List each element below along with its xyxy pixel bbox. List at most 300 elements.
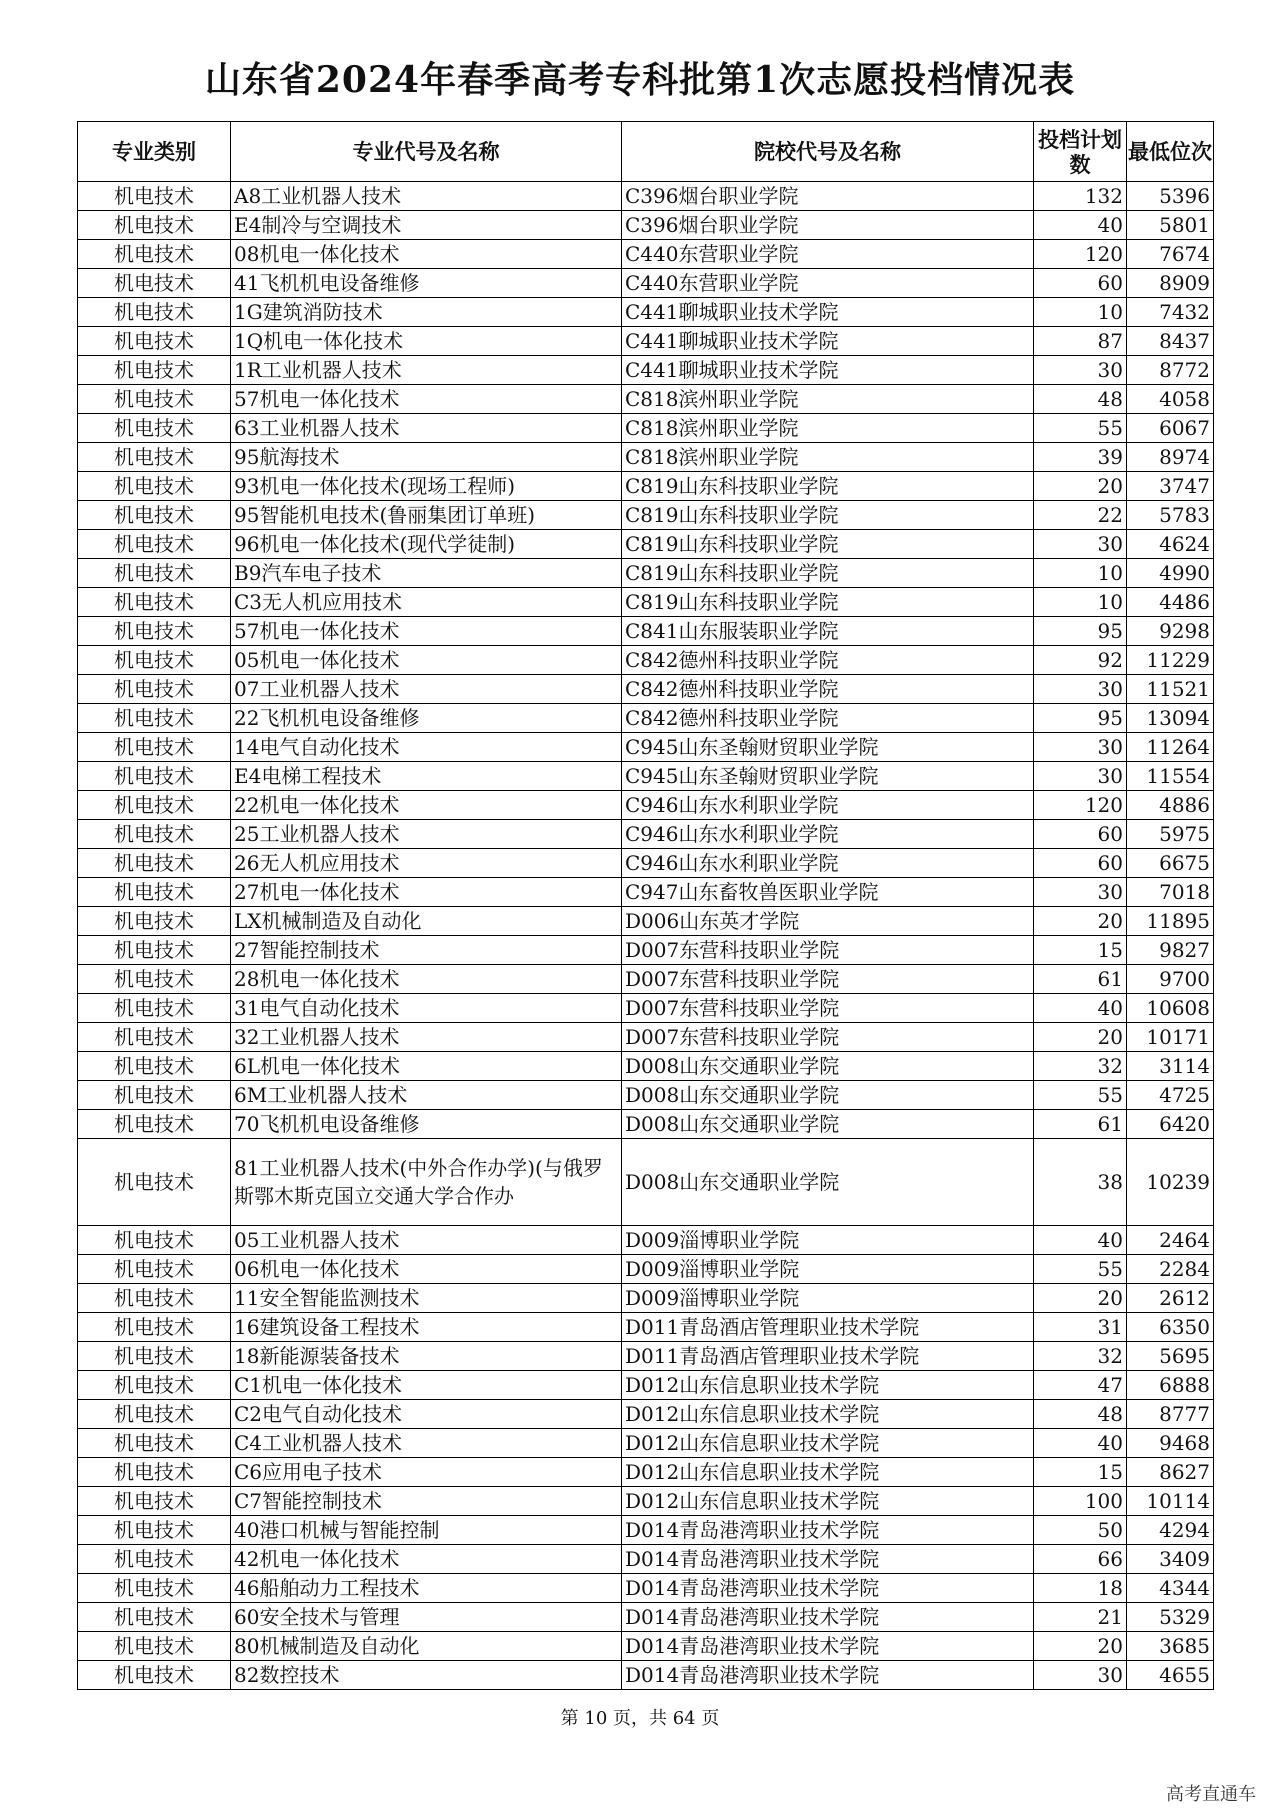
min-rank-cell: 11264 xyxy=(1127,733,1214,762)
plan-count-cell: 18 xyxy=(1034,1574,1127,1603)
table-row xyxy=(78,1313,1214,1342)
min-rank-cell: 3409 xyxy=(1127,1545,1214,1574)
major-cell: 08机电一体化技术 xyxy=(231,240,622,269)
table-row xyxy=(78,211,1214,240)
plan-count-cell: 55 xyxy=(1034,414,1127,443)
category-cell: 机电技术 xyxy=(78,298,231,327)
major-cell: 11安全智能监测技术 xyxy=(231,1284,622,1313)
school-cell: C818滨州职业学院 xyxy=(622,385,1034,414)
category-cell: 机电技术 xyxy=(78,1023,231,1052)
plan-count-cell: 60 xyxy=(1034,269,1127,298)
table-row xyxy=(78,1139,1214,1226)
table-row xyxy=(78,530,1214,559)
min-rank-cell: 5329 xyxy=(1127,1603,1214,1632)
category-cell: 机电技术 xyxy=(78,1603,231,1632)
category-cell: 机电技术 xyxy=(78,211,231,240)
min-rank-cell: 11229 xyxy=(1127,646,1214,675)
table-row xyxy=(78,1342,1214,1371)
plan-count-cell: 31 xyxy=(1034,1313,1127,1342)
school-cell: C818滨州职业学院 xyxy=(622,414,1034,443)
school-cell: D007东营科技职业学院 xyxy=(622,936,1034,965)
major-cell: 63工业机器人技术 xyxy=(231,414,622,443)
school-cell: C841山东服装职业学院 xyxy=(622,617,1034,646)
table-row xyxy=(78,298,1214,327)
table-row xyxy=(78,414,1214,443)
min-rank-cell: 5975 xyxy=(1127,820,1214,849)
school-cell: D006山东英才学院 xyxy=(622,907,1034,936)
school-cell: C441聊城职业技术学院 xyxy=(622,356,1034,385)
min-rank-cell: 5695 xyxy=(1127,1342,1214,1371)
major-cell: 26无人机应用技术 xyxy=(231,849,622,878)
plan-count-cell: 30 xyxy=(1034,1661,1127,1690)
school-cell: D009淄博职业学院 xyxy=(622,1226,1034,1255)
table-row xyxy=(78,791,1214,820)
min-rank-cell: 4655 xyxy=(1127,1661,1214,1690)
major-cell: 31电气自动化技术 xyxy=(231,994,622,1023)
table-row xyxy=(78,965,1214,994)
major-cell: C1机电一体化技术 xyxy=(231,1371,622,1400)
plan-count-cell: 21 xyxy=(1034,1603,1127,1632)
min-rank-cell: 7018 xyxy=(1127,878,1214,907)
table-row xyxy=(78,501,1214,530)
school-cell: D007东营科技职业学院 xyxy=(622,1023,1034,1052)
table-row xyxy=(78,356,1214,385)
table-row xyxy=(78,1226,1214,1255)
table-row xyxy=(78,617,1214,646)
min-rank-cell: 4344 xyxy=(1127,1574,1214,1603)
table-row xyxy=(78,733,1214,762)
major-cell: 95智能机电技术(鲁丽集团订单班) xyxy=(231,501,622,530)
min-rank-cell: 5783 xyxy=(1127,501,1214,530)
min-rank-cell: 8437 xyxy=(1127,327,1214,356)
plan-count-cell: 30 xyxy=(1034,733,1127,762)
category-cell: 机电技术 xyxy=(78,1632,231,1661)
table-row xyxy=(78,385,1214,414)
table-row xyxy=(78,1632,1214,1661)
table-row xyxy=(78,443,1214,472)
major-cell: 1Q机电一体化技术 xyxy=(231,327,622,356)
min-rank-cell: 3685 xyxy=(1127,1632,1214,1661)
category-cell: 机电技术 xyxy=(78,733,231,762)
school-cell: C818滨州职业学院 xyxy=(622,443,1034,472)
school-cell: D014青岛港湾职业技术学院 xyxy=(622,1603,1034,1632)
table-row xyxy=(78,1081,1214,1110)
school-cell: D012山东信息职业技术学院 xyxy=(622,1458,1034,1487)
table-row xyxy=(78,994,1214,1023)
major-cell: C7智能控制技术 xyxy=(231,1487,622,1516)
min-rank-cell: 4486 xyxy=(1127,588,1214,617)
table-row xyxy=(78,675,1214,704)
plan-count-cell: 20 xyxy=(1034,1632,1127,1661)
category-cell: 机电技术 xyxy=(78,588,231,617)
min-rank-cell: 6675 xyxy=(1127,849,1214,878)
min-rank-cell: 10239 xyxy=(1127,1139,1214,1226)
major-cell: 25工业机器人技术 xyxy=(231,820,622,849)
school-cell: D014青岛港湾职业技术学院 xyxy=(622,1574,1034,1603)
min-rank-cell: 5396 xyxy=(1127,182,1214,211)
min-rank-cell: 5801 xyxy=(1127,211,1214,240)
major-cell: 95航海技术 xyxy=(231,443,622,472)
plan-count-cell: 22 xyxy=(1034,501,1127,530)
category-cell: 机电技术 xyxy=(78,646,231,675)
major-cell: 16建筑设备工程技术 xyxy=(231,1313,622,1342)
table-row xyxy=(78,1545,1214,1574)
category-cell: 机电技术 xyxy=(78,240,231,269)
category-cell: 机电技术 xyxy=(78,1371,231,1400)
min-rank-cell: 10608 xyxy=(1127,994,1214,1023)
table-row xyxy=(78,849,1214,878)
plan-count-cell: 60 xyxy=(1034,849,1127,878)
category-cell: 机电技术 xyxy=(78,820,231,849)
table-row xyxy=(78,588,1214,617)
school-cell: D008山东交通职业学院 xyxy=(622,1110,1034,1139)
table-row xyxy=(78,240,1214,269)
min-rank-cell: 11521 xyxy=(1127,675,1214,704)
min-rank-cell: 11554 xyxy=(1127,762,1214,791)
header-category: 专业类别 xyxy=(78,122,231,182)
category-cell: 机电技术 xyxy=(78,501,231,530)
school-cell: C947山东畜牧兽医职业学院 xyxy=(622,878,1034,907)
school-cell: C396烟台职业学院 xyxy=(622,211,1034,240)
table-row xyxy=(78,1371,1214,1400)
major-cell: B9汽车电子技术 xyxy=(231,559,622,588)
header-plan: 投档计划数 xyxy=(1034,122,1127,182)
min-rank-cell: 8772 xyxy=(1127,356,1214,385)
category-cell: 机电技术 xyxy=(78,791,231,820)
min-rank-cell: 6888 xyxy=(1127,1371,1214,1400)
school-cell: D008山东交通职业学院 xyxy=(622,1052,1034,1081)
table-row xyxy=(78,1661,1214,1690)
major-cell: 18新能源装备技术 xyxy=(231,1342,622,1371)
plan-count-cell: 40 xyxy=(1034,994,1127,1023)
school-cell: D008山东交通职业学院 xyxy=(622,1081,1034,1110)
min-rank-cell: 2612 xyxy=(1127,1284,1214,1313)
plan-count-cell: 92 xyxy=(1034,646,1127,675)
min-rank-cell: 3114 xyxy=(1127,1052,1214,1081)
category-cell: 机电技术 xyxy=(78,1255,231,1284)
min-rank-cell: 6420 xyxy=(1127,1110,1214,1139)
table-row xyxy=(78,646,1214,675)
major-cell: LX机械制造及自动化 xyxy=(231,907,622,936)
category-cell: 机电技术 xyxy=(78,1110,231,1139)
min-rank-cell: 4990 xyxy=(1127,559,1214,588)
major-cell: 06机电一体化技术 xyxy=(231,1255,622,1284)
school-cell: D014青岛港湾职业技术学院 xyxy=(622,1545,1034,1574)
school-cell: C819山东科技职业学院 xyxy=(622,530,1034,559)
major-cell: E4电梯工程技术 xyxy=(231,762,622,791)
table-header-row xyxy=(78,122,1214,182)
category-cell: 机电技术 xyxy=(78,1226,231,1255)
plan-count-cell: 120 xyxy=(1034,791,1127,820)
category-cell: 机电技术 xyxy=(78,1487,231,1516)
plan-count-cell: 30 xyxy=(1034,878,1127,907)
header-major: 专业代号及名称 xyxy=(231,122,622,182)
table-row xyxy=(78,1052,1214,1081)
table-row xyxy=(78,1110,1214,1139)
plan-count-cell: 40 xyxy=(1034,1226,1127,1255)
min-rank-cell: 7674 xyxy=(1127,240,1214,269)
school-cell: C945山东圣翰财贸职业学院 xyxy=(622,762,1034,791)
watermark: 高考直通车 xyxy=(1166,1784,1256,1805)
table-row xyxy=(78,907,1214,936)
table-row xyxy=(78,1603,1214,1632)
min-rank-cell: 4624 xyxy=(1127,530,1214,559)
table-row xyxy=(78,1400,1214,1429)
category-cell: 机电技术 xyxy=(78,1574,231,1603)
table-row xyxy=(78,1284,1214,1313)
plan-count-cell: 30 xyxy=(1034,530,1127,559)
major-cell: 1G建筑消防技术 xyxy=(231,298,622,327)
school-cell: D012山东信息职业技术学院 xyxy=(622,1400,1034,1429)
category-cell: 机电技术 xyxy=(78,356,231,385)
major-cell: 40港口机械与智能控制 xyxy=(231,1516,622,1545)
min-rank-cell: 11895 xyxy=(1127,907,1214,936)
major-cell: 70飞机机电设备维修 xyxy=(231,1110,622,1139)
major-cell: 46船舶动力工程技术 xyxy=(231,1574,622,1603)
header-school: 院校代号及名称 xyxy=(622,122,1034,182)
category-cell: 机电技术 xyxy=(78,385,231,414)
category-cell: 机电技术 xyxy=(78,704,231,733)
plan-count-cell: 30 xyxy=(1034,762,1127,791)
min-rank-cell: 6067 xyxy=(1127,414,1214,443)
major-cell: A8工业机器人技术 xyxy=(231,182,622,211)
min-rank-cell: 9298 xyxy=(1127,617,1214,646)
major-cell: 80机械制造及自动化 xyxy=(231,1632,622,1661)
category-cell: 机电技术 xyxy=(78,762,231,791)
plan-count-cell: 20 xyxy=(1034,1023,1127,1052)
school-cell: D012山东信息职业技术学院 xyxy=(622,1429,1034,1458)
major-cell: 57机电一体化技术 xyxy=(231,385,622,414)
school-cell: D012山东信息职业技术学院 xyxy=(622,1487,1034,1516)
major-cell: 05机电一体化技术 xyxy=(231,646,622,675)
major-cell: 05工业机器人技术 xyxy=(231,1226,622,1255)
page-title: 山东省2024年春季高考专科批第1次志愿投档情况表 xyxy=(204,59,1076,101)
table-row xyxy=(78,1458,1214,1487)
min-rank-cell: 10171 xyxy=(1127,1023,1214,1052)
admission-table xyxy=(77,121,1214,1690)
min-rank-cell: 8627 xyxy=(1127,1458,1214,1487)
school-cell: D007东营科技职业学院 xyxy=(622,994,1034,1023)
category-cell: 机电技术 xyxy=(78,849,231,878)
plan-count-cell: 87 xyxy=(1034,327,1127,356)
plan-count-cell: 32 xyxy=(1034,1342,1127,1371)
table-row xyxy=(78,1574,1214,1603)
plan-count-cell: 10 xyxy=(1034,588,1127,617)
school-cell: D011青岛酒店管理职业技术学院 xyxy=(622,1313,1034,1342)
category-cell: 机电技术 xyxy=(78,530,231,559)
page-footer: 第 10 页，共 64 页 xyxy=(560,1708,720,1729)
table-row xyxy=(78,472,1214,501)
category-cell: 机电技术 xyxy=(78,1342,231,1371)
plan-count-cell: 20 xyxy=(1034,1284,1127,1313)
major-cell: 22飞机机电设备维修 xyxy=(231,704,622,733)
category-cell: 机电技术 xyxy=(78,965,231,994)
category-cell: 机电技术 xyxy=(78,414,231,443)
major-cell: 07工业机器人技术 xyxy=(231,675,622,704)
major-cell: 27机电一体化技术 xyxy=(231,878,622,907)
major-cell: 14电气自动化技术 xyxy=(231,733,622,762)
table-row xyxy=(78,182,1214,211)
school-cell: D008山东交通职业学院 xyxy=(622,1139,1034,1226)
min-rank-cell: 13094 xyxy=(1127,704,1214,733)
school-cell: C440东营职业学院 xyxy=(622,269,1034,298)
plan-count-cell: 55 xyxy=(1034,1081,1127,1110)
plan-count-cell: 39 xyxy=(1034,443,1127,472)
plan-count-cell: 40 xyxy=(1034,211,1127,240)
plan-count-cell: 10 xyxy=(1034,559,1127,588)
header-rank: 最低位次 xyxy=(1127,122,1214,182)
min-rank-cell: 4294 xyxy=(1127,1516,1214,1545)
plan-count-cell: 15 xyxy=(1034,1458,1127,1487)
category-cell: 机电技术 xyxy=(78,1429,231,1458)
table-row xyxy=(78,327,1214,356)
major-cell: 96机电一体化技术(现代学徒制) xyxy=(231,530,622,559)
major-cell: 32工业机器人技术 xyxy=(231,1023,622,1052)
category-cell: 机电技术 xyxy=(78,675,231,704)
major-cell: 27智能控制技术 xyxy=(231,936,622,965)
plan-count-cell: 32 xyxy=(1034,1052,1127,1081)
plan-count-cell: 60 xyxy=(1034,820,1127,849)
school-cell: C819山东科技职业学院 xyxy=(622,588,1034,617)
category-cell: 机电技术 xyxy=(78,878,231,907)
school-cell: C819山东科技职业学院 xyxy=(622,501,1034,530)
school-cell: C842德州科技职业学院 xyxy=(622,646,1034,675)
school-cell: D014青岛港湾职业技术学院 xyxy=(622,1661,1034,1690)
category-cell: 机电技术 xyxy=(78,269,231,298)
table-row xyxy=(78,1023,1214,1052)
school-cell: D014青岛港湾职业技术学院 xyxy=(622,1632,1034,1661)
major-cell: 57机电一体化技术 xyxy=(231,617,622,646)
min-rank-cell: 8777 xyxy=(1127,1400,1214,1429)
table-body xyxy=(78,182,1214,1690)
school-cell: D014青岛港湾职业技术学院 xyxy=(622,1516,1034,1545)
min-rank-cell: 8974 xyxy=(1127,443,1214,472)
plan-count-cell: 20 xyxy=(1034,472,1127,501)
major-cell: C3无人机应用技术 xyxy=(231,588,622,617)
major-cell: 81工业机器人技术(中外合作办学)(与俄罗斯鄂木斯克国立交通大学合作办 xyxy=(231,1139,622,1226)
min-rank-cell: 3747 xyxy=(1127,472,1214,501)
min-rank-cell: 9700 xyxy=(1127,965,1214,994)
category-cell: 机电技术 xyxy=(78,327,231,356)
category-cell: 机电技术 xyxy=(78,1516,231,1545)
category-cell: 机电技术 xyxy=(78,1052,231,1081)
table-row xyxy=(78,559,1214,588)
plan-count-cell: 55 xyxy=(1034,1255,1127,1284)
major-cell: 22机电一体化技术 xyxy=(231,791,622,820)
major-cell: 82数控技术 xyxy=(231,1661,622,1690)
min-rank-cell: 4058 xyxy=(1127,385,1214,414)
plan-count-cell: 20 xyxy=(1034,907,1127,936)
category-cell: 机电技术 xyxy=(78,1081,231,1110)
plan-count-cell: 61 xyxy=(1034,1110,1127,1139)
plan-count-cell: 30 xyxy=(1034,675,1127,704)
major-cell: 6L机电一体化技术 xyxy=(231,1052,622,1081)
category-cell: 机电技术 xyxy=(78,1313,231,1342)
school-cell: C946山东水利职业学院 xyxy=(622,791,1034,820)
plan-count-cell: 66 xyxy=(1034,1545,1127,1574)
plan-count-cell: 30 xyxy=(1034,356,1127,385)
plan-count-cell: 38 xyxy=(1034,1139,1127,1226)
category-cell: 机电技术 xyxy=(78,617,231,646)
school-cell: D011青岛酒店管理职业技术学院 xyxy=(622,1342,1034,1371)
school-cell: D009淄博职业学院 xyxy=(622,1255,1034,1284)
min-rank-cell: 7432 xyxy=(1127,298,1214,327)
plan-count-cell: 50 xyxy=(1034,1516,1127,1545)
category-cell: 机电技术 xyxy=(78,443,231,472)
plan-count-cell: 95 xyxy=(1034,617,1127,646)
category-cell: 机电技术 xyxy=(78,559,231,588)
plan-count-cell: 47 xyxy=(1034,1371,1127,1400)
table-row xyxy=(78,1487,1214,1516)
school-cell: C842德州科技职业学院 xyxy=(622,704,1034,733)
min-rank-cell: 4886 xyxy=(1127,791,1214,820)
plan-count-cell: 10 xyxy=(1034,298,1127,327)
major-cell: 93机电一体化技术(现场工程师) xyxy=(231,472,622,501)
plan-count-cell: 15 xyxy=(1034,936,1127,965)
school-cell: D007东营科技职业学院 xyxy=(622,965,1034,994)
min-rank-cell: 4725 xyxy=(1127,1081,1214,1110)
major-cell: C4工业机器人技术 xyxy=(231,1429,622,1458)
plan-count-cell: 40 xyxy=(1034,1429,1127,1458)
school-cell: C945山东圣翰财贸职业学院 xyxy=(622,733,1034,762)
school-cell: C819山东科技职业学院 xyxy=(622,472,1034,501)
table-row xyxy=(78,936,1214,965)
major-cell: C2电气自动化技术 xyxy=(231,1400,622,1429)
school-cell: C441聊城职业技术学院 xyxy=(622,327,1034,356)
school-cell: C946山东水利职业学院 xyxy=(622,849,1034,878)
table-row xyxy=(78,762,1214,791)
school-cell: C396烟台职业学院 xyxy=(622,182,1034,211)
plan-count-cell: 61 xyxy=(1034,965,1127,994)
major-cell: 42机电一体化技术 xyxy=(231,1545,622,1574)
plan-count-cell: 48 xyxy=(1034,385,1127,414)
school-cell: C440东营职业学院 xyxy=(622,240,1034,269)
plan-count-cell: 48 xyxy=(1034,1400,1127,1429)
plan-count-cell: 132 xyxy=(1034,182,1127,211)
table-row xyxy=(78,1255,1214,1284)
min-rank-cell: 9468 xyxy=(1127,1429,1214,1458)
plan-count-cell: 95 xyxy=(1034,704,1127,733)
plan-count-cell: 120 xyxy=(1034,240,1127,269)
major-cell: 1R工业机器人技术 xyxy=(231,356,622,385)
category-cell: 机电技术 xyxy=(78,1661,231,1690)
category-cell: 机电技术 xyxy=(78,182,231,211)
min-rank-cell: 2464 xyxy=(1127,1226,1214,1255)
category-cell: 机电技术 xyxy=(78,1284,231,1313)
school-cell: C819山东科技职业学院 xyxy=(622,559,1034,588)
min-rank-cell: 10114 xyxy=(1127,1487,1214,1516)
major-cell: E4制冷与空调技术 xyxy=(231,211,622,240)
category-cell: 机电技术 xyxy=(78,1139,231,1226)
category-cell: 机电技术 xyxy=(78,1545,231,1574)
major-cell: 28机电一体化技术 xyxy=(231,965,622,994)
school-cell: C842德州科技职业学院 xyxy=(622,675,1034,704)
major-cell: 6M工业机器人技术 xyxy=(231,1081,622,1110)
category-cell: 机电技术 xyxy=(78,1400,231,1429)
school-cell: C946山东水利职业学院 xyxy=(622,820,1034,849)
min-rank-cell: 6350 xyxy=(1127,1313,1214,1342)
major-cell: C6应用电子技术 xyxy=(231,1458,622,1487)
school-cell: D012山东信息职业技术学院 xyxy=(622,1371,1034,1400)
category-cell: 机电技术 xyxy=(78,994,231,1023)
table-row xyxy=(78,269,1214,298)
min-rank-cell: 9827 xyxy=(1127,936,1214,965)
category-cell: 机电技术 xyxy=(78,1458,231,1487)
school-cell: C441聊城职业技术学院 xyxy=(622,298,1034,327)
min-rank-cell: 2284 xyxy=(1127,1255,1214,1284)
school-cell: D009淄博职业学院 xyxy=(622,1284,1034,1313)
table-row xyxy=(78,1516,1214,1545)
